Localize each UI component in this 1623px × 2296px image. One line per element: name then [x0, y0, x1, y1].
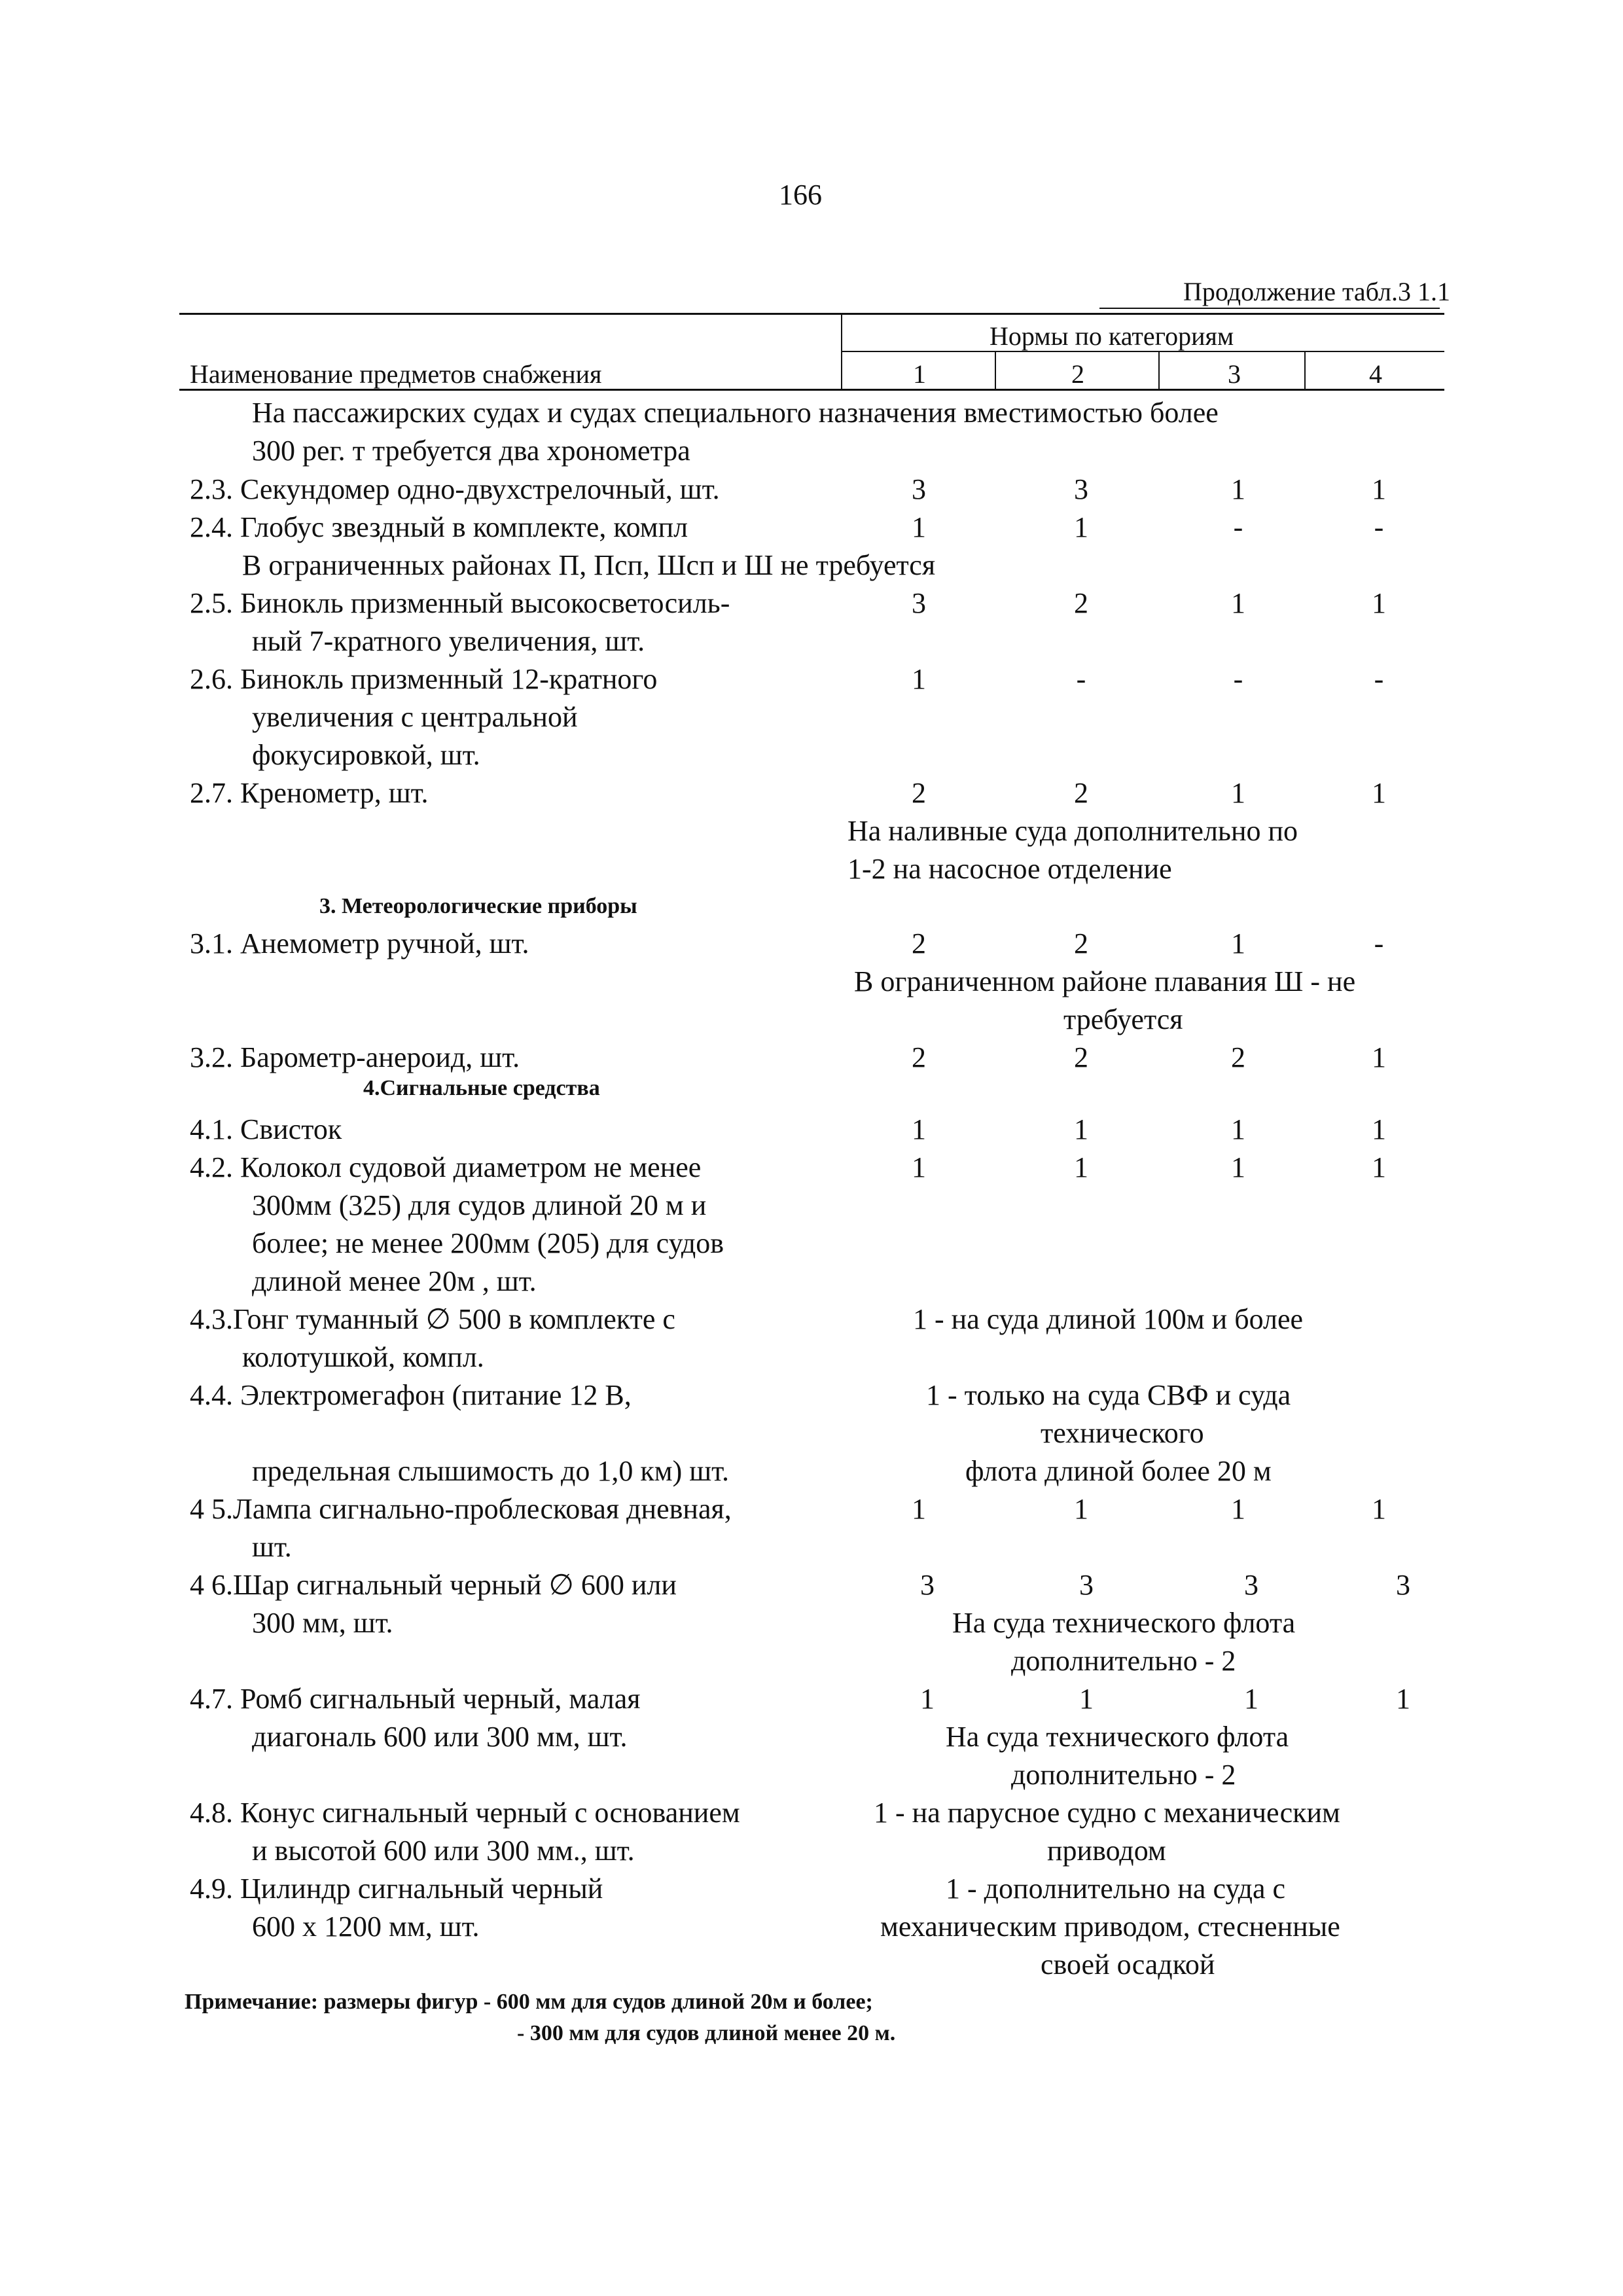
- item-value-cat3: -: [1233, 663, 1243, 695]
- item-name: диагональ 600 или 300 мм, шт.: [252, 1721, 628, 1753]
- header-norms-title: Нормы по категориям: [990, 321, 1234, 351]
- item-name: 4.1. Свисток: [190, 1113, 342, 1145]
- intro-line: На пассажирских судах и судах специального назначения вместимостью более: [252, 397, 1219, 429]
- item-value-cat2: 1: [1074, 1151, 1088, 1183]
- item-note: технического: [1041, 1417, 1204, 1449]
- header-category-4: 4: [1369, 359, 1382, 389]
- item-value-cat4: 1: [1372, 473, 1386, 505]
- item-note: приводом: [1047, 1835, 1166, 1867]
- item-name: ный 7-кратного увеличения, шт.: [252, 625, 645, 657]
- item-note: 1 - на парусное судно с механическим: [874, 1797, 1340, 1829]
- col-divider-2: [1158, 351, 1160, 389]
- item-value-cat1: 1: [912, 511, 926, 543]
- item-value-cat4: 1: [1372, 1151, 1386, 1183]
- item-name: 3.1. Анемометр ручной, шт.: [190, 927, 529, 960]
- item-name: 4.8. Конус сигнальный черный с основанием: [190, 1797, 740, 1829]
- item-value-cat4: 1: [1396, 1683, 1410, 1715]
- item-note: 1-2 на насосное отделение: [847, 853, 1172, 885]
- item-name: 4 6.Шар сигнальный черный ∅ 600 или: [190, 1569, 677, 1601]
- table-caption: Продолжение табл.3 1.1: [1183, 277, 1450, 306]
- item-name: колотушкой, компл.: [242, 1341, 484, 1373]
- intro-line: 300 рег. т требуется два хронометра: [252, 435, 690, 467]
- item-name: 2.5. Бинокль призменный высокосветосиль-: [190, 587, 730, 619]
- caption-underline: [1099, 308, 1440, 309]
- item-value-cat2: -: [1076, 663, 1086, 695]
- item-value-cat3: 1: [1231, 777, 1245, 809]
- item-value-cat1: 1: [912, 663, 926, 695]
- item-value-cat4: -: [1374, 927, 1384, 960]
- item-name: увеличения с центральной: [252, 701, 578, 733]
- item-value-cat4: -: [1374, 511, 1384, 543]
- item-note: 1 - на суда длиной 100м и более: [913, 1303, 1304, 1335]
- item-value-cat1: 3: [920, 1569, 935, 1601]
- item-name: 4.7. Ромб сигнальный черный, малая: [190, 1683, 641, 1715]
- item-value-cat3: -: [1233, 511, 1243, 543]
- item-note: В ограниченном районе плавания Ш - не: [854, 965, 1356, 997]
- item-note: дополнительно - 2: [1011, 1759, 1236, 1791]
- item-name: длиной менее 20м , шт.: [252, 1265, 537, 1297]
- page-number: 166: [779, 179, 822, 211]
- item-name: 2.4. Глобус звездный в комплекте, компл: [190, 511, 688, 543]
- item-value-cat3: 1: [1231, 473, 1245, 505]
- item-value-cat1: 2: [912, 927, 926, 960]
- item-name: 300 мм, шт.: [252, 1607, 393, 1639]
- item-value-cat4: 1: [1372, 1493, 1386, 1525]
- col-divider-0: [841, 313, 842, 389]
- item-value-cat2: 2: [1074, 927, 1088, 960]
- item-value-cat4: 1: [1372, 1041, 1386, 1073]
- item-value-cat2: 3: [1074, 473, 1088, 505]
- item-value-cat3: 1: [1231, 1493, 1245, 1525]
- item-note: требуется: [1063, 1003, 1183, 1035]
- header-top-rule: [179, 313, 1444, 315]
- item-value-cat4: 1: [1372, 1113, 1386, 1145]
- item-note: флота длиной более 20 м: [965, 1455, 1272, 1487]
- header-category-3: 3: [1228, 359, 1241, 389]
- header-category-1: 1: [913, 359, 926, 389]
- item-value-cat4: 3: [1396, 1569, 1410, 1601]
- item-note: 1 - дополнительно на суда с: [946, 1873, 1286, 1905]
- item-name: и высотой 600 или 300 мм., шт.: [252, 1835, 635, 1867]
- item-name: 4 5.Лампа сигнально-проблесковая дневная,: [190, 1493, 732, 1525]
- item-value-cat3: 1: [1231, 587, 1245, 619]
- item-name: 300мм (325) для судов длиной 20 м и: [252, 1189, 707, 1221]
- item-name: более; не менее 200мм (205) для судов: [252, 1227, 724, 1259]
- item-note: На наливные суда дополнительно по: [847, 815, 1298, 847]
- item-value-cat1: 3: [912, 473, 926, 505]
- item-note: На суда технического флота: [946, 1721, 1289, 1753]
- item-note: механическим приводом, стесненные: [880, 1910, 1340, 1943]
- item-value-cat3: 1: [1244, 1683, 1258, 1715]
- item-value-cat2: 1: [1079, 1683, 1094, 1715]
- item-name: фокусировкой, шт.: [252, 739, 480, 771]
- col-divider-1: [995, 351, 996, 389]
- item-note: 1 - только на суда СВФ и суда: [926, 1379, 1291, 1411]
- item-value-cat2: 3: [1079, 1569, 1094, 1601]
- item-value-cat4: 1: [1372, 587, 1386, 619]
- item-value-cat1: 2: [912, 777, 926, 809]
- section-title: 3. Метеорологические приборы: [319, 894, 637, 918]
- item-value-cat3: 1: [1231, 927, 1245, 960]
- item-name: 4.9. Цилиндр сигнальный черный: [190, 1873, 603, 1905]
- item-name: 3.2. Барометр-анероид, шт.: [190, 1041, 520, 1073]
- item-name: предельная слышимость до 1,0 км) шт.: [252, 1455, 730, 1487]
- item-note: В ограниченных районах П, Псп, Шсп и Ш не требуется: [242, 549, 936, 581]
- item-name: 600 х 1200 мм, шт.: [252, 1910, 480, 1943]
- item-value-cat1: 1: [912, 1493, 926, 1525]
- item-value-cat2: 1: [1074, 1113, 1088, 1145]
- item-value-cat3: 1: [1231, 1151, 1245, 1183]
- footnote: - 300 мм для судов длиной менее 20 м.: [517, 2021, 896, 2045]
- item-value-cat2: 2: [1074, 777, 1088, 809]
- item-name: 2.6. Бинокль призменный 12-кратного: [190, 663, 658, 695]
- item-value-cat2: 2: [1074, 587, 1088, 619]
- header-name-column: Наименование предметов снабжения: [190, 359, 602, 389]
- item-name: 4.4. Электромегафон (питание 12 В,: [190, 1379, 632, 1411]
- item-note: На суда технического флота: [952, 1607, 1296, 1639]
- item-note: своей осадкой: [1041, 1948, 1215, 1981]
- item-value-cat4: 1: [1372, 777, 1386, 809]
- item-value-cat4: -: [1374, 663, 1384, 695]
- item-name: шт.: [252, 1531, 292, 1563]
- col-divider-3: [1304, 351, 1306, 389]
- item-value-cat1: 1: [920, 1683, 935, 1715]
- header-category-2: 2: [1071, 359, 1084, 389]
- item-name: 4.2. Колокол судовой диаметром не менее: [190, 1151, 702, 1183]
- item-value-cat2: 1: [1074, 511, 1088, 543]
- footnote: Примечание: размеры фигур - 600 мм для судов длиной 20м и более;: [185, 1990, 873, 2014]
- item-value-cat1: 1: [912, 1151, 926, 1183]
- section-title: 4.Сигнальные средства: [363, 1076, 600, 1100]
- item-name: 2.3. Секундомер одно-двухстрелочный, шт.: [190, 473, 720, 505]
- item-note: дополнительно - 2: [1011, 1645, 1236, 1677]
- item-name: 4.3.Гонг туманный ∅ 500 в комплекте с: [190, 1303, 675, 1335]
- item-value-cat3: 3: [1244, 1569, 1258, 1601]
- item-value-cat1: 2: [912, 1041, 926, 1073]
- item-value-cat1: 1: [912, 1113, 926, 1145]
- item-value-cat2: 1: [1074, 1493, 1088, 1525]
- item-value-cat1: 3: [912, 587, 926, 619]
- item-value-cat3: 2: [1231, 1041, 1245, 1073]
- item-value-cat2: 2: [1074, 1041, 1088, 1073]
- item-value-cat3: 1: [1231, 1113, 1245, 1145]
- item-name: 2.7. Кренометр, шт.: [190, 777, 429, 809]
